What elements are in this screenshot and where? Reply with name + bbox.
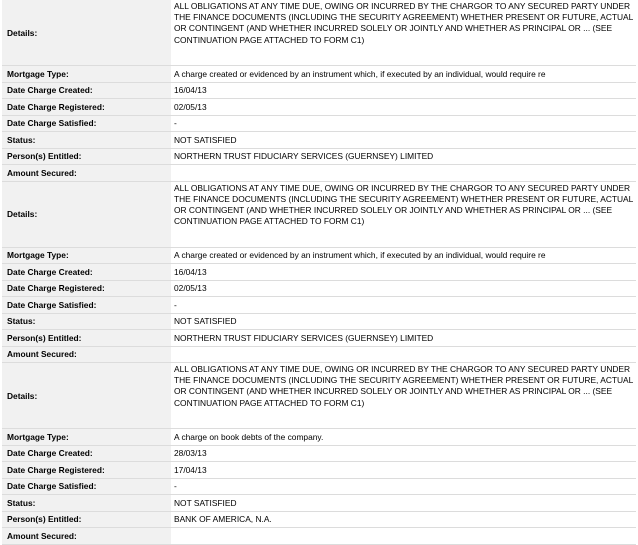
value-date-satisfied: - [174,481,177,492]
label-date-registered: Date Charge Registered: [2,462,171,478]
value-amount-secured [171,528,636,544]
label-status: Status: [2,495,171,511]
value-status: NOT SATISFIED [174,316,237,327]
value-date-created: 16/04/13 [174,266,207,277]
row-persons-entitled [2,149,636,166]
label-date-created: Date Charge Created: [2,83,171,99]
label-persons-entitled: Person(s) Entitled: [2,512,171,528]
label-mortgage-type: Mortgage Type: [2,66,171,82]
row-date-satisfied [2,479,636,496]
row-details [2,182,636,248]
row-date-created [2,83,636,100]
row-details [2,0,636,66]
row-date-registered [2,99,636,116]
label-date-created: Date Charge Created: [2,446,171,462]
label-date-satisfied: Date Charge Satisfied: [2,297,171,313]
label-persons-entitled: Person(s) Entitled: [2,330,171,346]
value-mortgage-type: A charge on book debts of the company. [174,431,324,442]
label-amount-secured: Amount Secured: [2,165,171,181]
value-date-created: 28/03/13 [174,448,207,459]
value-date-registered: 17/04/13 [174,464,207,475]
row-mortgage-type [2,429,636,446]
label-mortgage-type: Mortgage Type: [2,248,171,264]
row-details [2,363,636,429]
label-mortgage-type: Mortgage Type: [2,429,171,445]
label-details: Details: [2,363,171,428]
label-date-created: Date Charge Created: [2,264,171,280]
row-amount-secured [2,347,636,364]
row-status [2,495,636,512]
value-details: ALL OBLIGATIONS AT ANY TIME DUE, OWING OR INCURRED BY THE CHARGOR TO ANY SECURED PARTY UNDER THE FINANCE DOCUMENTS (INCLUDING THE SECURITY AGREEMENT) WHETHER PRESENT OR FUTURE, ACTUAL OR CONTINGENT (AND WHETHER INCURRED SOLELY OR JOINTLY AND WHETHER AS PRINCIPAL OR ... (SEE CONTINUATION PAGE ATTACHED TO FORM C1) [174,182,633,227]
value-mortgage-type: A charge created or evidenced by an instrument which, if executed by an individual, would require re [174,68,546,79]
value-date-registered: 02/05/13 [174,283,207,294]
row-date-created [2,446,636,463]
row-date-registered [2,462,636,479]
charge-record [2,363,636,545]
row-status [2,132,636,149]
value-persons-entitled: BANK OF AMERICA, N.A. [174,514,272,525]
value-details: ALL OBLIGATIONS AT ANY TIME DUE, OWING OR INCURRED BY THE CHARGOR TO ANY SECURED PARTY UNDER THE FINANCE DOCUMENTS (INCLUDING THE SECURITY AGREEMENT) WHETHER PRESENT OR FUTURE, ACTUAL OR CONTINGENT (AND WHETHER INCURRED SOLELY OR JOINTLY AND WHETHER AS PRINCIPAL OR ... (SEE CONTINUATION PAGE ATTACHED TO FORM C1) [174,1,633,45]
value-details: ALL OBLIGATIONS AT ANY TIME DUE, OWING OR INCURRED BY THE CHARGOR TO ANY SECURED PARTY UNDER THE FINANCE DOCUMENTS (INCLUDING THE SECURITY AGREEMENT) WHETHER PRESENT OR FUTURE, ACTUAL OR CONTINGENT (AND WHETHER INCURRED SOLELY OR JOINTLY AND WHETHER AS PRINCIPAL OR ... (SEE CONTINUATION PAGE ATTACHED TO FORM C1) [174,364,633,408]
value-mortgage-type: A charge created or evidenced by an instrument which, if executed by an individual, would require re [174,250,546,261]
row-date-created [2,264,636,281]
value-amount-secured [171,347,636,363]
row-amount-secured [2,528,636,545]
charge-record [2,182,636,364]
row-date-satisfied [2,297,636,314]
charge-record [2,0,636,182]
label-details: Details: [2,182,171,247]
row-date-satisfied [2,116,636,133]
row-date-registered [2,281,636,298]
value-status: NOT SATISFIED [174,134,237,145]
row-mortgage-type [2,248,636,265]
value-persons-entitled: NORTHERN TRUST FIDUCIARY SERVICES (GUERNSEY) LIMITED [174,151,434,162]
charges-document [2,0,636,545]
label-persons-entitled: Person(s) Entitled: [2,149,171,165]
label-date-registered: Date Charge Registered: [2,99,171,115]
value-status: NOT SATISFIED [174,497,237,508]
row-persons-entitled [2,330,636,347]
label-date-satisfied: Date Charge Satisfied: [2,479,171,495]
row-status [2,314,636,331]
value-date-satisfied: - [174,299,177,310]
label-amount-secured: Amount Secured: [2,347,171,363]
value-date-satisfied: - [174,118,177,129]
value-date-registered: 02/05/13 [174,101,207,112]
value-amount-secured [171,165,636,181]
row-amount-secured [2,165,636,182]
row-mortgage-type [2,66,636,83]
label-status: Status: [2,314,171,330]
value-persons-entitled: NORTHERN TRUST FIDUCIARY SERVICES (GUERNSEY) LIMITED [174,332,434,343]
label-details: Details: [2,0,171,65]
value-date-created: 16/04/13 [174,85,207,96]
label-status: Status: [2,132,171,148]
label-amount-secured: Amount Secured: [2,528,171,544]
row-persons-entitled [2,512,636,529]
label-date-satisfied: Date Charge Satisfied: [2,116,171,132]
label-date-registered: Date Charge Registered: [2,281,171,297]
